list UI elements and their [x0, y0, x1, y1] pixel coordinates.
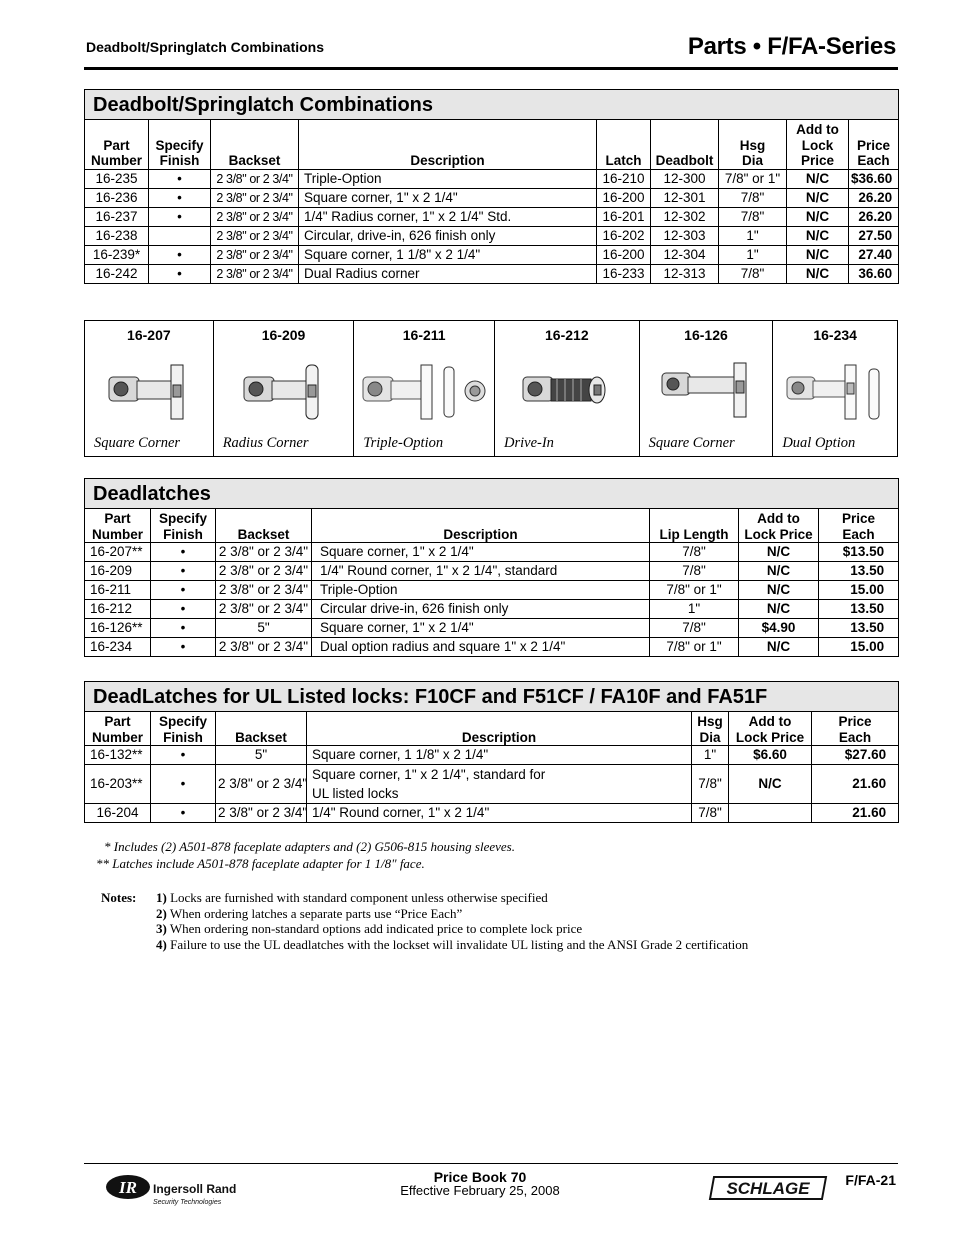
triple-option-latch-icon — [359, 357, 489, 427]
latch-part-number: 16-234 — [813, 327, 857, 343]
dual-option-latch-icon — [783, 357, 887, 427]
footnote-double-asterisk: ** Latches include A501-878 faceplate adapter for 1 1/8" face. — [96, 856, 425, 871]
note-item: 4) Failure to use the UL deadlatches with the lockset will invalidate UL listing and the ANSI Grade 2 certification — [156, 936, 749, 952]
latch-card-16-126 — [640, 321, 774, 456]
latch-caption: Square Corner — [648, 435, 735, 451]
latch-part-number: 16-211 — [402, 327, 446, 343]
ingersoll-rand-logo — [104, 1172, 244, 1213]
brand-right-name: SCHLAGE — [726, 1179, 810, 1198]
latch-card-16-207 — [85, 321, 214, 456]
note-item: 2) When ordering latches a separate parts use “Price Each” — [156, 905, 463, 921]
price-book-title: Price Book 70 — [433, 1169, 527, 1185]
latch-caption: Square Corner — [94, 435, 181, 451]
note-item: 1) Locks are furnished with standard component unless otherwise specified — [156, 890, 548, 905]
latch-part-number: 16-212 — [545, 327, 589, 343]
table-row: 16-238 2 3/8" or 2 3/4" Circular, drive-in, 626 finish only 16-202 12-303 1" N/C 27.50 — [85, 226, 899, 245]
ul-title: DeadLatches for UL Listed locks: F10CF and F51CF / FA10F and FA51F — [85, 682, 899, 712]
ul-header-row: Part Number Specify Finish Backset Description Hsg Dia Add to Lock Price Price Each — [85, 712, 899, 746]
latch-card-16-211 — [354, 321, 495, 456]
header-rule — [84, 67, 898, 70]
square-corner-latch-icon — [101, 357, 197, 427]
table-row: 16-236 • 2 3/8" or 2 3/4" Square corner, 1" x 2 1/4" 16-200 12-301 7/8" N/C 26.20 — [85, 188, 899, 207]
note-item: 3) When ordering non-standard options add indicated price to complete lock price — [156, 921, 583, 936]
page-number: F/FA-21 — [845, 1172, 896, 1188]
table-row: 16-204 • 2 3/8" or 2 3/4" 1/4" Round corner, 1" x 2 1/4" 7/8" 21.60 — [85, 804, 899, 823]
brand-left-sub: Security Technologies — [153, 1199, 222, 1206]
latch-part-number: 16-126 — [684, 327, 728, 343]
deadlatches-header-row: Part Number Specify Finish Backset Description Lip Length Add to Lock Price Price Each — [85, 509, 899, 543]
table-row: 16-237 • 2 3/8" or 2 3/4" 1/4" Radius corner, 1" x 2 1/4" Std. 16-201 12-302 7/8" N/C 26.20 — [85, 207, 899, 226]
table-row: 16-211 • 2 3/8" or 2 3/4" Triple-Option 7/8" or 1" N/C 15.00 — [85, 581, 899, 600]
effective-date: Effective February 25, 2008 — [400, 1183, 560, 1198]
latch-caption: Radius Corner — [222, 435, 309, 451]
table-row: 16-207** • 2 3/8" or 2 3/4" Square corner, 1" x 2 1/4" 7/8" N/C $13.50 — [85, 543, 899, 562]
drive-in-latch-icon — [517, 357, 617, 427]
brand-left-name: Ingersoll Rand — [153, 1182, 237, 1196]
latch-card-16-209 — [214, 321, 355, 456]
latch-caption: Drive-In — [504, 435, 554, 451]
footer-rule — [84, 1163, 898, 1164]
table-row: 16-239* • 2 3/8" or 2 3/4" Square corner, 1 1/8" x 2 1/4" 16-200 12-304 1" N/C 27.40 — [85, 245, 899, 264]
latch-card-16-212 — [495, 321, 640, 456]
notes-label: Notes: — [101, 890, 137, 905]
deadlatches-title: Deadlatches — [85, 479, 899, 509]
square-corner-latch-icon — [656, 357, 756, 427]
table-row: 16-203** • 2 3/8" or 2 3/4" Square corner, 1" x 2 1/4", standard for UL listed locks 7/8" N/C 21.60 — [85, 765, 899, 804]
table-row: 16-126** • 5" Square corner, 1" x 2 1/4" 7/8" $4.90 13.50 — [85, 619, 899, 638]
table-row: 16-212 • 2 3/8" or 2 3/4" Circular drive-in, 626 finish only 1" N/C 13.50 — [85, 600, 899, 619]
latch-part-number: 16-209 — [261, 327, 306, 343]
footnote-single-asterisk: * Includes (2) A501-878 faceplate adapters and (2) G506-815 housing sleeves. — [104, 839, 515, 854]
ul-deadlatches-table — [84, 681, 899, 823]
combos-table — [84, 89, 899, 284]
radius-corner-latch-icon — [236, 357, 332, 427]
combos-title: Deadbolt/Springlatch Combinations — [85, 90, 899, 120]
running-header-section: Deadbolt/Springlatch Combinations — [86, 39, 325, 55]
latch-illustrations — [84, 320, 898, 457]
price-book-info — [380, 1170, 580, 1198]
table-row: 16-235 • 2 3/8" or 2 3/4" Triple-Option 16-210 12-300 7/8" or 1" N/C $36.60 — [85, 169, 899, 188]
table-row: 16-209 • 2 3/8" or 2 3/4" 1/4" Round corner, 1" x 2 1/4", standard 7/8" N/C 13.50 — [85, 562, 899, 581]
table-row: 16-132** • 5" Square corner, 1 1/8" x 2 1/4" 1" $6.60 $27.60 — [85, 746, 899, 765]
latch-caption: Triple-Option — [363, 435, 444, 451]
table-row: 16-234 • 2 3/8" or 2 3/4" Dual option radius and square 1" x 2 1/4" 7/8" or 1" N/C 15.00 — [85, 638, 899, 657]
deadlatches-table — [84, 478, 899, 657]
schlage-logo — [708, 1173, 830, 1208]
latch-caption: Dual Option — [782, 435, 856, 451]
latch-part-number: 16-207 — [127, 327, 171, 343]
combos-header-row: Part Number Specify Finish Backset Description Latch Deadbolt Hsg Dia Add to Lock Price Price Each — [85, 120, 899, 170]
svg-text:IR: IR — [119, 1178, 137, 1197]
latch-card-16-234 — [773, 321, 897, 456]
running-header-title: Parts • F/FA-Series — [687, 33, 896, 60]
table-row: 16-242 • 2 3/8" or 2 3/4" Dual Radius corner 16-233 12-313 7/8" N/C 36.60 — [85, 264, 899, 283]
